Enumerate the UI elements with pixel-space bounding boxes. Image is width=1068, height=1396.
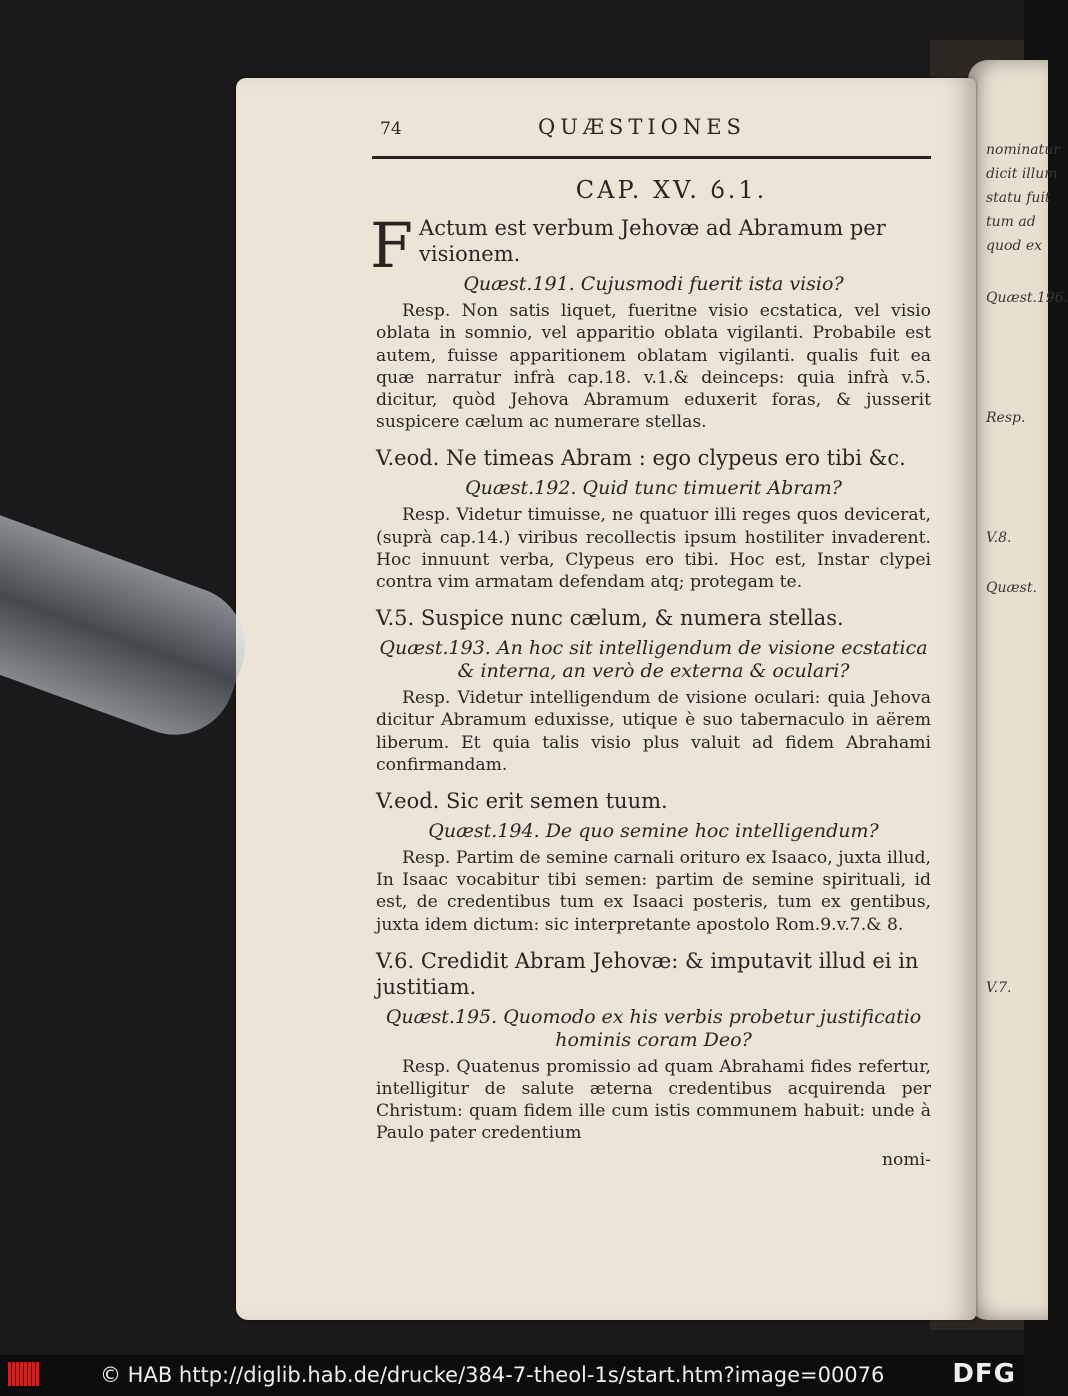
verse-line: V.eod. Ne timeas Abram : ego clypeus ero tibi &c. bbox=[376, 446, 906, 471]
question-heading: Quæst.195. Quomodo ex his verbis probetur justificatio hominis coram Deo? bbox=[385, 1005, 922, 1051]
facing-fragment: tum ad bbox=[986, 214, 1036, 230]
viewer-footer bbox=[0, 1355, 1024, 1396]
facing-page bbox=[968, 60, 1068, 1320]
drop-cap: F bbox=[370, 209, 414, 283]
source-link[interactable]: © HAB http://diglib.hab.de/drucke/384-7-theol-1s/start.htm?image=00076 bbox=[100, 1363, 885, 1387]
chapter-heading: CAP. XV. ỽ.1. bbox=[575, 176, 768, 204]
facing-fragment: quod ex bbox=[986, 238, 1042, 254]
running-title: QUÆSTIONES bbox=[538, 115, 746, 139]
facing-fragment: V.7. bbox=[986, 980, 1012, 996]
response-paragraph: Resp. Partim de semine carnali orituro ex Isaaco, juxta illud, In Isaac vocabitur tibi semen: partim de semine spirituali, id est, de credentibus tum ex Isaaci posteris, tum ex gentibus, juxta idem dictum: sic interpretante apostolo Rom.9.v.7.& 8. bbox=[376, 848, 931, 935]
response-paragraph: Resp. Quatenus promissio ad quam Abrahami fides refertur, intelligitur de salute æterna credentibus acquirenda per Christum: quam fidem ille cum istis communem habuit: unde à Paulo pater credentium bbox=[376, 1056, 931, 1144]
verse-text: Actum est verbum Jehovæ ad Abramum per visionem. bbox=[419, 216, 886, 267]
response-paragraph: Resp. Non satis liquet, fueritne visio ecstatica, vel visio oblata in somnio, vel apparitio oblata vigilanti. Probabile est autem, fuisse apparitionem oblatam vigilanti. qualis fuit ea quæ narratur infrà cap.18. v.1.& deinceps: quia infrà v.5. dicitur, quòd Jehova Abramum eduxerit foras, & jusserit suspicere cælum ac numerare stellas. bbox=[376, 301, 931, 433]
question-heading: Quæst.193. An hoc sit intelligendum de visione ecstatica & interna, an verò de externa & oculari? bbox=[379, 637, 928, 683]
question-heading: Quæst.194. De quo semine hoc intelligendum? bbox=[428, 820, 879, 843]
verse-line: V.eod. Sic erit semen tuum. bbox=[376, 789, 668, 814]
response-paragraph: Resp. Videtur intelligendum de visione oculari: quia Jehova dicitur Abramum eduxisse, utique è suo tabernaculo in aërem liberum. Et quia talis visio plus valuit ad fidem Abrahami confirmandam. bbox=[376, 688, 931, 775]
facing-fragment: statu fuit bbox=[986, 190, 1051, 206]
verse-line: V.5. Suspice nunc cælum, & numera stellas. bbox=[376, 606, 844, 631]
question-heading: Quæst.192. Quid tunc timuerit Abram? bbox=[465, 477, 842, 500]
facing-fragment: Resp. bbox=[986, 410, 1026, 426]
page-text bbox=[370, 112, 931, 1171]
facing-fragment: dicit illum bbox=[986, 166, 1058, 182]
page-number: 74 bbox=[380, 119, 402, 139]
verse-line bbox=[370, 209, 931, 283]
glass-pointer bbox=[0, 508, 262, 752]
hab-logo-icon bbox=[8, 1362, 48, 1388]
facing-fragment: V.8. bbox=[986, 530, 1012, 546]
catchword: nomi- bbox=[881, 1149, 931, 1170]
dfg-logo: DFG bbox=[952, 1359, 1016, 1389]
page-header bbox=[376, 112, 931, 144]
header-rule bbox=[372, 156, 931, 159]
facing-fragment: Quæst. bbox=[986, 580, 1037, 596]
facing-fragment: nominatur bbox=[986, 142, 1060, 158]
verse-line: V.6. Credidit Abram Jehovæ: & imputavit illud ei in justitiam. bbox=[376, 948, 919, 999]
facing-fragment: Quæst.196. bbox=[986, 290, 1068, 306]
question-heading: Quæst.191. Cujusmodi fuerit ista visio? bbox=[463, 273, 844, 296]
response-paragraph: Resp. Videtur timuisse, ne quatuor illi reges quos devicerat, (suprà cap.14.) viribus recollectis ipsum hostiliter invaderent. Hoc innuunt verba, Clypeus ero tibi. Hoc est, Instar clypei contra vim armatam defendam atq; protegam te. bbox=[376, 505, 931, 593]
